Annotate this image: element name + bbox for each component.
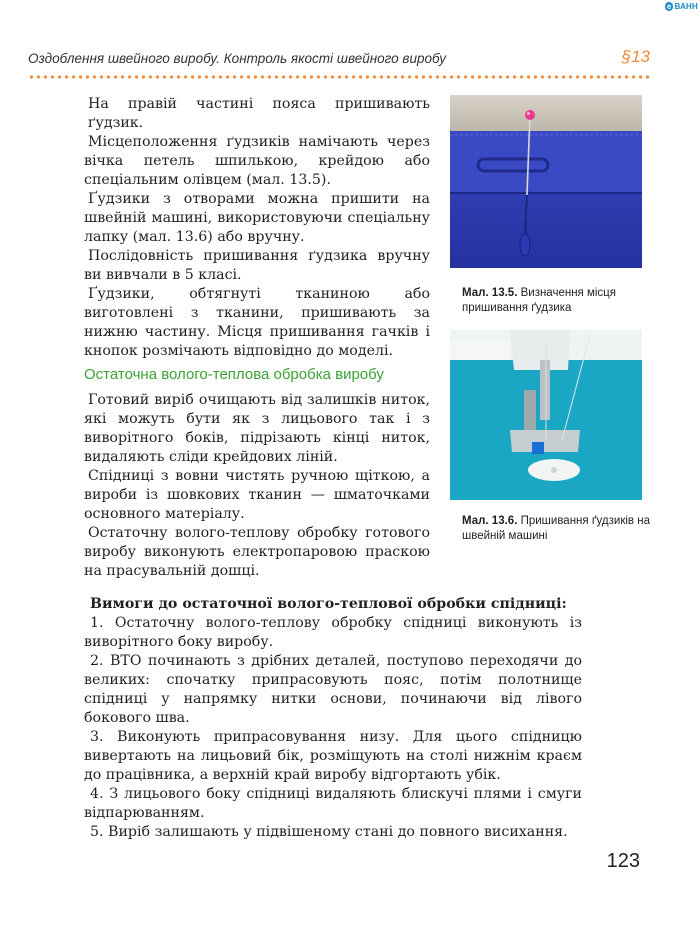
text-block-finishing xyxy=(84,391,430,581)
paragraph: На правій частині пояса пришивають ґудзик. xyxy=(88,96,430,131)
running-header xyxy=(28,49,650,71)
paragraph: Місцеположення ґудзиків намічають через вічка петель шпилькою, крейдою або спеціальним олівцем (мал. 13.5). xyxy=(84,134,430,188)
requirement-item: 5. Виріб залишають у підвішеному стані до повного висихання. xyxy=(90,824,568,840)
requirement-item: 3. Виконують припрасовування низу. Для цього спідницю вивертають на лицьовий бік, розміщують на столі нижнім краєм до працівника, а верхній край виробу відгортають убік. xyxy=(84,729,582,783)
requirement-item: 4. З лицьового боку спідниці видаляють блискучі плями і смуги відпарюванням. xyxy=(84,786,582,821)
figure-text: Визначення місця пришивання ґудзика xyxy=(462,287,616,314)
figure-13-6-caption xyxy=(462,514,652,544)
paragraph: Готовий виріб очищають від залишків ниток, які можуть бути як з лицьового так і з виворітного боків, підрізають кінці ниток, видаляють сліди крейдових ліній. xyxy=(84,392,430,465)
page-number: 123 xyxy=(606,850,640,872)
figure-13-5-photo xyxy=(450,95,642,268)
header-title: Оздоблення швейного виробу. Контроль якості швейного виробу xyxy=(28,51,447,66)
figure-label: Мал. 13.5. xyxy=(462,287,518,299)
subheading: Остаточна волого-теплова обробка виробу xyxy=(84,366,384,383)
requirement-item: 1. Остаточну волого-теплову обробку спідниці виконують із виворітного боку виробу. xyxy=(84,615,582,650)
figure-text: Пришивання ґудзиків на швейній машині xyxy=(462,515,650,542)
paragraph: Ґудзики, обтягнуті тканиною або виготовлені з тканини, пришивають за нижню частину. Місця пришивання гачків і кнопок розмічають відповідно до моделі. xyxy=(84,286,430,359)
publisher-logo xyxy=(665,2,698,11)
section-number: §13 xyxy=(621,47,650,66)
figure-13-5-caption xyxy=(462,286,652,316)
figure-label: Мал. 13.6. xyxy=(462,515,518,527)
paragraph: Спідниці з вовни чистять ручною щіткою, а вироби із шовкових тканин — шматочками основного матеріалу. xyxy=(84,468,430,522)
header-dotted-divider xyxy=(28,75,650,79)
requirements-title: Вимоги до остаточної волого-теплової обробки спідниці: xyxy=(90,596,567,612)
text-block-buttons xyxy=(84,95,430,361)
requirements-block xyxy=(84,595,582,842)
paragraph: Ґудзики з отворами можна пришити на швейній машині, використовуючи спеціальну лапку (мал. 13.6) або вручну. xyxy=(84,191,430,245)
figure-13-6-photo xyxy=(450,330,642,500)
logo-mark: е xyxy=(666,2,672,11)
fabric-buttonhole-illustration xyxy=(450,95,642,268)
requirement-item: 2. ВТО починають з дрібних деталей, поступово переходячи до великих: спочатку припрасовують пояс, потім полотнище спідниці у напрямку нитки основи, починаючи від лівого бокового шва. xyxy=(84,653,582,726)
sewing-machine-illustration xyxy=(450,330,642,500)
paragraph: Послідовність пришивання ґудзика вручну ви вивчали в 5 класі. xyxy=(84,248,430,283)
logo-text: ВАНН xyxy=(674,2,698,11)
paragraph: Остаточну волого-теплову обробку готового виробу виконують електропаровою праскою на прасувальній дошці. xyxy=(84,525,430,579)
